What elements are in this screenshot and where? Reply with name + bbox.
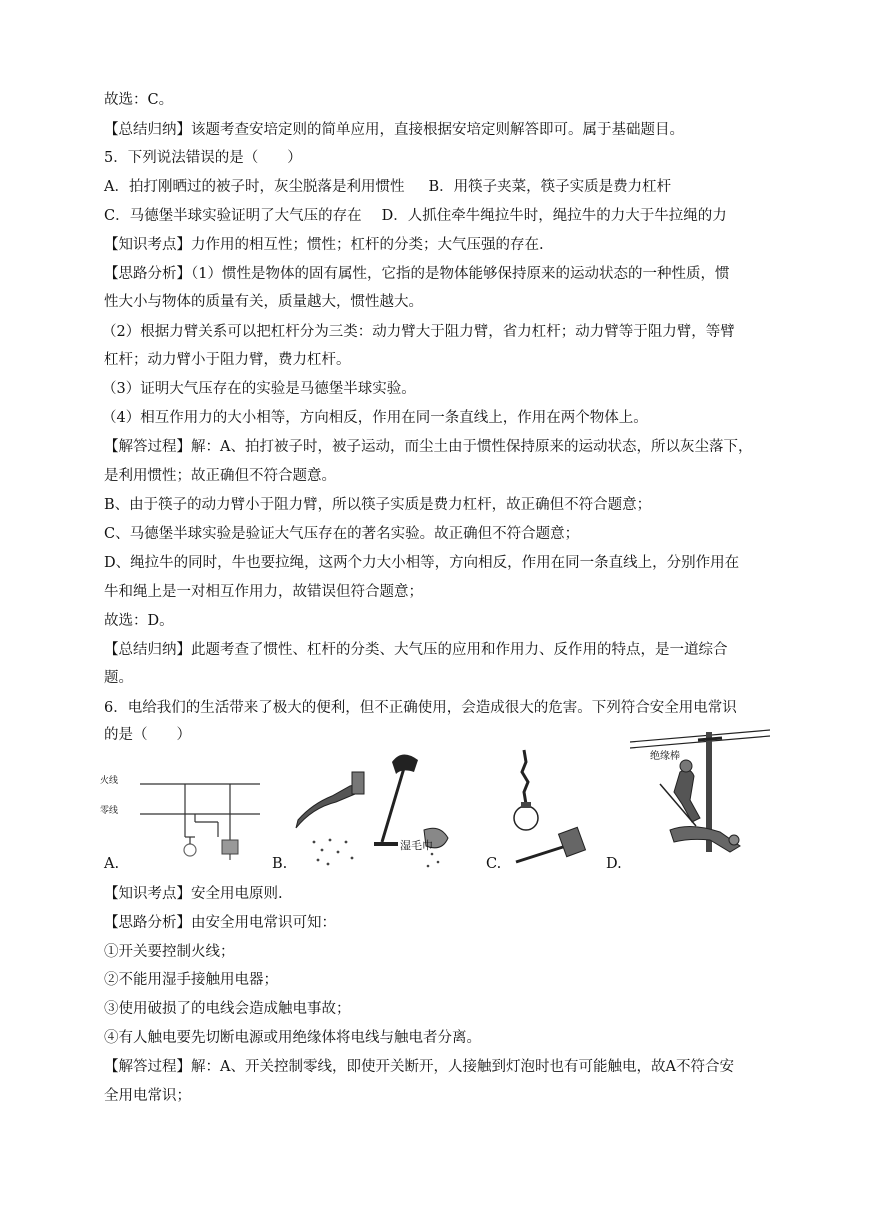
text-line: 故选：C。 bbox=[104, 92, 174, 108]
analysis-line: 【思路分析】（1）惯性是物体的固有属性，它指的是物体能够保持原来的运动状态的一种性质，惯 bbox=[104, 266, 730, 282]
analysis-line: 【思路分析】由安全用电常识可知： bbox=[104, 915, 336, 931]
answer-line: 故选：D。 bbox=[104, 613, 174, 629]
live-wire-label: 火线 bbox=[100, 776, 119, 786]
analysis-item: ③使用破损了的电线会造成触电事故； bbox=[104, 1001, 351, 1017]
figure-b-wet-towel bbox=[292, 742, 472, 872]
question-5-stem: 5．下列说法错误的是（ ） bbox=[104, 150, 302, 166]
figure-row bbox=[100, 722, 780, 872]
solution-line: D、绳拉牛的同时，牛也要拉绳，这两个力大小相等，方向相反，作用在同一条直线上，分别作用在 bbox=[104, 555, 740, 571]
figure-c-damaged-wire bbox=[502, 742, 602, 872]
knowledge-point: 【知识考点】安全用电原则. bbox=[104, 886, 283, 902]
figure-b-label: B. bbox=[272, 856, 288, 872]
question-6-stem: 的是（ ） bbox=[104, 727, 191, 743]
summary-line: 【总结归纳】该题考查安培定则的简单应用，直接根据安培定则解答即可。属于基础题目。 bbox=[104, 122, 684, 138]
analysis-item: ②不能用湿手接触用电器； bbox=[104, 972, 278, 988]
solution-line: 是利用惯性；故正确但不符合题意。 bbox=[104, 468, 336, 484]
solution-line: 全用电常识； bbox=[104, 1088, 191, 1104]
analysis-line: （4）相互作用力的大小相等，方向相反，作用在同一条直线上，作用在两个物体上。 bbox=[102, 410, 648, 426]
summary-line: 题。 bbox=[104, 670, 133, 686]
solution-line: 【解答过程】解：A、开关控制零线，即使开关断开，人接触到灯泡时也有可能触电，故A不符合安 bbox=[104, 1059, 734, 1075]
analysis-item: ④有人触电要先切断电源或用绝缘体将电线与触电者分离。 bbox=[104, 1030, 481, 1046]
insulating-rod-label: 绝缘棒 bbox=[650, 751, 680, 762]
question-6-stem: 6．电给我们的生活带来了极大的便利，但不正确使用，会造成很大的危害。下列符合安全用电常识 bbox=[104, 700, 737, 716]
figure-d-label: D. bbox=[606, 856, 622, 872]
option-d: D．人抓住牵牛绳拉牛时，绳拉牛的力大于牛拉绳的力 bbox=[381, 208, 727, 224]
analysis-line: （2）根据力臂关系可以把杠杆分为三类：动力臂大于阻力臂，省力杠杆；动力臂等于阻力臂，等臂 bbox=[102, 324, 735, 340]
solution-line: 【解答过程】解：A、拍打被子时，被子运动，而尘土由于惯性保持原来的运动状态，所以灰尘落下， bbox=[104, 439, 753, 455]
option-a: A．拍打刚晒过的被子时，灰尘脱落是利用惯性 bbox=[104, 179, 405, 195]
option-c: C．马德堡半球实验证明了大气压的存在 bbox=[104, 208, 362, 224]
option-row bbox=[104, 206, 727, 226]
figure-c-label: C. bbox=[486, 856, 502, 872]
solution-line: C、马德堡半球实验是验证大气压存在的著名实验。故正确但不符合题意； bbox=[104, 526, 580, 542]
figure-a-circuit bbox=[100, 752, 260, 872]
figure-d-insulating-rod bbox=[630, 722, 770, 872]
solution-line: 牛和绳上是一对相互作用力，故错误但符合题意； bbox=[104, 584, 423, 600]
analysis-item: ①开关要控制火线； bbox=[104, 944, 235, 960]
neutral-wire-label: 零线 bbox=[100, 806, 119, 816]
summary-line: 【总结归纳】此题考查了惯性、杠杆的分类、大气压的应用和作用力、反作用的特点，是一道综合 bbox=[104, 642, 728, 658]
solution-line: B、由于筷子的动力臂小于阻力臂，所以筷子实质是费力杠杆，故正确但不符合题意； bbox=[104, 497, 652, 513]
analysis-line: （3）证明大气压存在的实验是马德堡半球实验。 bbox=[102, 381, 416, 397]
analysis-line: 杠杆；动力臂小于阻力臂，费力杠杆。 bbox=[104, 352, 351, 368]
figure-a-label: A. bbox=[104, 856, 120, 872]
wet-towel-label: 湿毛巾 bbox=[400, 839, 433, 852]
option-row bbox=[104, 177, 671, 197]
analysis-line: 性大小与物体的质量有关，质量越大，惯性越大。 bbox=[104, 294, 423, 310]
knowledge-point: 【知识考点】力作用的相互性；惯性；杠杆的分类；大气压强的存在. bbox=[104, 237, 544, 253]
option-b: B．用筷子夹菜，筷子实质是费力杠杆 bbox=[428, 179, 672, 195]
